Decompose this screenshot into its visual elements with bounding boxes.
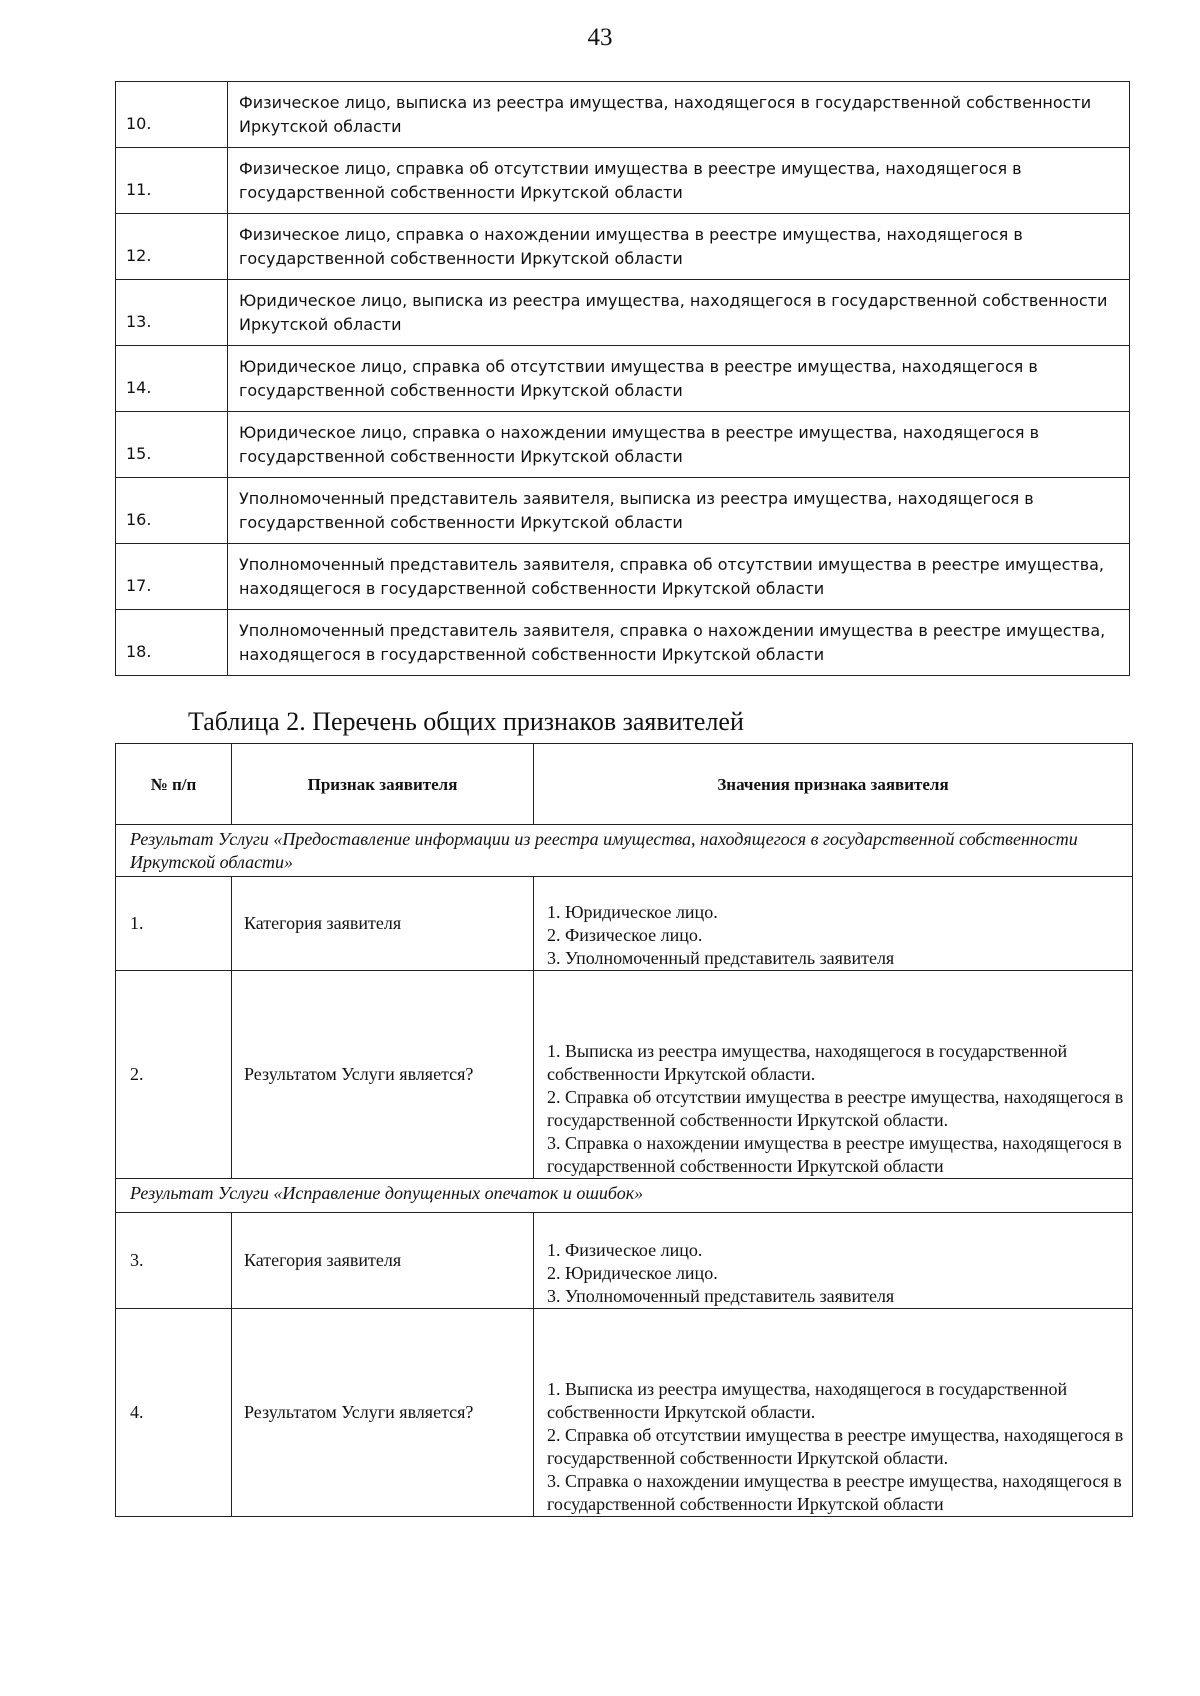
row-number: 12.: [116, 214, 228, 280]
value-item: 1. Выписка из реестра имущества, находящегося в государственной собственности Иркутской области.: [547, 1379, 1068, 1422]
row-text: Уполномоченный представитель заявителя, выписка из реестра имущества, находящегося в государственной собственности Иркутской области: [228, 478, 1130, 544]
value-item: 3. Справка о нахождении имущества в реестре имущества, находящегося в государственной собственности Иркутской области: [547, 1471, 1122, 1514]
row-number: 15.: [116, 412, 228, 478]
value-item: 1. Физическое лицо.: [547, 1240, 703, 1260]
row-number: 18.: [116, 610, 228, 676]
value-item: 2. Справка об отсутствии имущества в реестре имущества, находящегося в государственной собственности Иркутской области.: [547, 1425, 1124, 1468]
row-text: Физическое лицо, выписка из реестра имущества, находящегося в государственной собственности Иркутской области: [228, 82, 1130, 148]
table-row: [116, 346, 1130, 412]
section-title: Результат Услуги «Исправление допущенных опечаток и ошибок»: [116, 1179, 1133, 1213]
table-row: [116, 877, 1133, 971]
row-number: 1.: [116, 877, 232, 971]
table-row: [116, 148, 1130, 214]
header-values: Значения признака заявителя: [534, 744, 1133, 825]
header-number: № п/п: [116, 744, 232, 825]
row-text: Уполномоченный представитель заявителя, справка об отсутствии имущества в реестре имущества, находящегося в государственной собственности Иркутской области: [228, 544, 1130, 610]
attribute-values: [534, 1213, 1133, 1309]
table2-caption: Таблица 2. Перечень общих признаков заявителей: [188, 707, 744, 736]
table-row: [116, 971, 1133, 1179]
table-row: [116, 478, 1130, 544]
attribute-values: [534, 1309, 1133, 1517]
table-row: [116, 544, 1130, 610]
attribute-name: Результатом Услуги является?: [232, 1309, 534, 1517]
section-title: Результат Услуги «Предоставление информации из реестра имущества, находящегося в государственной собственности Иркутской области»: [116, 825, 1133, 877]
table-row: [116, 280, 1130, 346]
table-row: [116, 412, 1130, 478]
row-number: 4.: [116, 1309, 232, 1517]
row-number: 17.: [116, 544, 228, 610]
row-number: 13.: [116, 280, 228, 346]
value-item: 2. Физическое лицо.: [547, 925, 703, 945]
attribute-values: [534, 971, 1133, 1179]
header-attribute: Признак заявителя: [232, 744, 534, 825]
value-item: 3. Справка о нахождении имущества в реестре имущества, находящегося в государственной собственности Иркутской области: [547, 1133, 1122, 1176]
section-row: [116, 1179, 1133, 1213]
applicant-variants-table: [115, 81, 1130, 676]
applicant-attributes-table: [115, 743, 1133, 1517]
row-number: 11.: [116, 148, 228, 214]
section-row: [116, 825, 1133, 877]
row-number: 16.: [116, 478, 228, 544]
row-text: Юридическое лицо, справка о нахождении имущества в реестре имущества, находящегося в государственной собственности Иркутской области: [228, 412, 1130, 478]
row-text: Юридическое лицо, справка об отсутствии имущества в реестре имущества, находящегося в государственной собственности Иркутской области: [228, 346, 1130, 412]
table-row: [116, 82, 1130, 148]
header-row: [116, 744, 1133, 825]
table-row: [116, 214, 1130, 280]
table-row: [116, 1213, 1133, 1309]
table-row: [116, 1309, 1133, 1517]
value-item: 2. Справка об отсутствии имущества в реестре имущества, находящегося в государственной собственности Иркутской области.: [547, 1087, 1124, 1130]
value-item: 1. Выписка из реестра имущества, находящегося в государственной собственности Иркутской области.: [547, 1041, 1068, 1084]
attribute-name: Результатом Услуги является?: [232, 971, 534, 1179]
value-item: 3. Уполномоченный представитель заявителя: [547, 1286, 895, 1306]
attribute-name: Категория заявителя: [232, 877, 534, 971]
row-text: Юридическое лицо, выписка из реестра имущества, находящегося в государственной собственности Иркутской области: [228, 280, 1130, 346]
row-text: Физическое лицо, справка о нахождении имущества в реестре имущества, находящегося в государственной собственности Иркутской области: [228, 214, 1130, 280]
attribute-values: [534, 877, 1133, 971]
row-text: Физическое лицо, справка об отсутствии имущества в реестре имущества, находящегося в государственной собственности Иркутской области: [228, 148, 1130, 214]
value-item: 3. Уполномоченный представитель заявителя: [547, 948, 895, 968]
value-item: 2. Юридическое лицо.: [547, 1263, 718, 1283]
attribute-name: Категория заявителя: [232, 1213, 534, 1309]
row-number: 10.: [116, 82, 228, 148]
page-number: 43: [587, 24, 613, 51]
row-text: Уполномоченный представитель заявителя, справка о нахождении имущества в реестре имущества, находящегося в государственной собственности Иркутской области: [228, 610, 1130, 676]
table-row: [116, 610, 1130, 676]
row-number: 3.: [116, 1213, 232, 1309]
value-item: 1. Юридическое лицо.: [547, 902, 718, 922]
row-number: 14.: [116, 346, 228, 412]
row-number: 2.: [116, 971, 232, 1179]
